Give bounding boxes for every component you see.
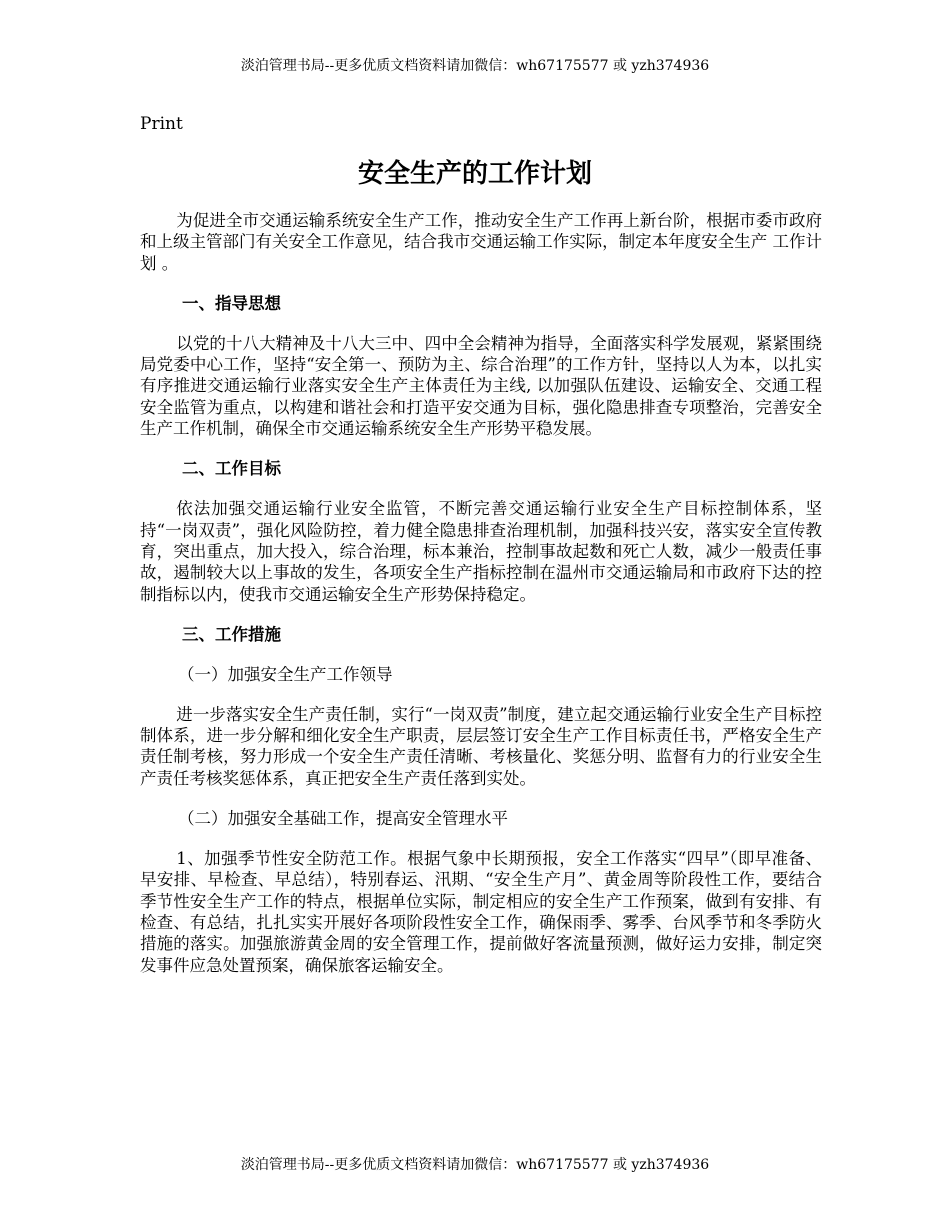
section-body-work-goals: 依法加强交通运输行业安全监管，不断完善交通运输行业安全生产目标控制体系，坚持“一岗双责”，强化风险防控，着力健全隐患排查治理机制，加强科技兴安，落实安全宣传教育，突出重点，加大投入，综合治理，标本兼治，控制事故起数和死亡人数，减少一般责任事故，遏制较大以上事故的发生，各项安全生产指标控制在温州市交通运输局和市政府下达的控制指标以内，使我市交通运输安全生产形势保持稳定。 [140, 499, 822, 604]
subsection-heading-leadership: （一）加强安全生产工作领导 [178, 664, 393, 684]
document-title: 安全生产的工作计划 [357, 159, 592, 189]
page-header: 淡泊管理书局--更多优质文档资料请加微信：wh67175577 或 yzh374936 [240, 58, 710, 74]
section-body-guiding-ideology: 以党的十八大精神及十八大三中、四中全会精神为指导，全面落实科学发展观，紧紧围绕局党委中心工作，坚持“安全第一、预防为主、综合治理”的工作方针，坚持以人为本，以扎实有序推进交通运输行业落实安全生产主体责任为主线, 以加强队伍建设、运输安全、交通工程安全监管为重点，以构建和谐社会和打造平安交通为目标，强化隐患排查专项整治，完善安全生产工作机制，确保全市交通运输系统安全生产形势平稳发展。 [140, 333, 822, 439]
section-heading-guiding-ideology: 一、指导思想 [182, 293, 281, 313]
subsection-heading-basic-work: （二）加强安全基础工作，提高安全管理水平 [178, 809, 508, 829]
section-heading-work-measures: 三、工作措施 [182, 624, 281, 644]
section-heading-work-goals: 二、工作目标 [182, 459, 281, 479]
document-body [140, 210, 822, 995]
list-item-seasonal-safety: 1、加强季节性安全防范工作。根据气象中长期预报，安全工作落实“四早”（即早准备、早安排、早检查、早总结），特别春运、汛期、“安全生产月”、黄金周等阶段性工作，要结合季节性安全生产工作的特点，根据单位实际，制定相应的安全生产工作预案，做到有安排、有检查、有总结，扎扎实实开展好各项阶段性安全工作，确保雨季、雾季、台风季节和冬季防火措施的落实。加强旅游黄金周的安全管理工作，提前做好客流量预测，做好运力安排，制定突发事件应急处置预案，确保旅客运输安全。 [140, 849, 822, 975]
print-label: Print [140, 114, 183, 134]
subsection-body-leadership: 进一步落实安全生产责任制，实行“一岗双责”制度，建立起交通运输行业安全生产目标控制体系，进一步分解和细化安全生产职责，层层签订安全生产工作目标责任书，严格安全生产责任制考核，努力形成一个安全生产责任清晰、考核量化、奖惩分明、监督有力的行业安全生产责任考核奖惩体系，真正把安全生产责任落到实处。 [140, 704, 822, 788]
intro-paragraph: 为促进全市交通运输系统安全生产工作，推动安全生产工作再上新台阶，根据市委市政府和上级主管部门有关安全工作意见，结合我市交通运输工作实际，制定本年度安全生产 工作计划 。 [140, 211, 822, 273]
page-footer: 淡泊管理书局--更多优质文档资料请加微信：wh67175577 或 yzh374936 [240, 1157, 710, 1173]
